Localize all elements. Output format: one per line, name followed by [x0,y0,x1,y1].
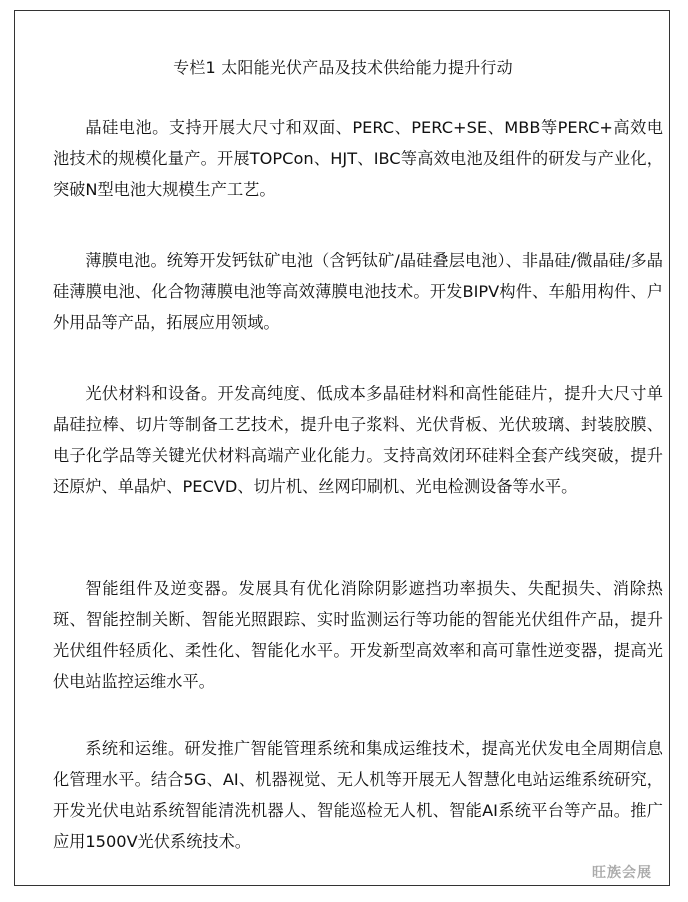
watermark: 旺族会展 [592,865,652,881]
column-title: 专栏1 太阳能光伏产品及技术供给能力提升行动 [173,58,513,77]
column-box [14,10,670,886]
paragraph-systems-operations: 系统和运维。研发推广智能管理系统和集成运维技术，提高光伏发电全周期信息化管理水平。结合5G、AI、机器视觉、无人机等开展无人智慧化电站运维系统研究，开发光伏电站系统智能清洗机器人、智能巡检无人机、智能AI系统平台等产品。推广应用1500V光伏系统技术。 [53,739,663,851]
paragraph-thin-film-cells: 薄膜电池。统筹开发钙钛矿电池（含钙钛矿/晶硅叠层电池）、非晶硅/微晶硅/多晶硅薄膜电池、化合物薄膜电池等高效薄膜电池技术。开发BIPV构件、车船用构件、户外用品等产品，拓展应用领域。 [53,251,663,332]
paragraph-smart-modules-inverters: 智能组件及逆变器。发展具有优化消除阴影遮挡功率损失、失配损失、消除热斑、智能控制关断、智能光照跟踪、实时监测运行等功能的智能光伏组件产品，提升光伏组件轻质化、柔性化、智能化水平。开发新型高效率和高可靠性逆变器，提高光伏电站监控运维水平。 [53,579,663,691]
paragraph-pv-materials-equipment: 光伏材料和设备。开发高纯度、低成本多晶硅材料和高性能硅片，提升大尺寸单晶硅拉棒、切片等制备工艺技术，提升电子浆料、光伏背板、光伏玻璃、封装胶膜、电子化学品等关键光伏材料高端产业化能力。支持高效闭环硅料全套产线突破，提升还原炉、单晶炉、PECVD、切片机、丝网印刷机、光电检测设备等水平。 [53,384,663,496]
paragraph-crystalline-silicon-cells: 晶硅电池。支持开展大尺寸和双面、PERC、PERC+SE、MBB等PERC+高效电池技术的规模化量产。开展TOPCon、HJT、IBC等高效电池及组件的研发与产业化，突破N型电池大规模生产工艺。 [53,118,663,199]
